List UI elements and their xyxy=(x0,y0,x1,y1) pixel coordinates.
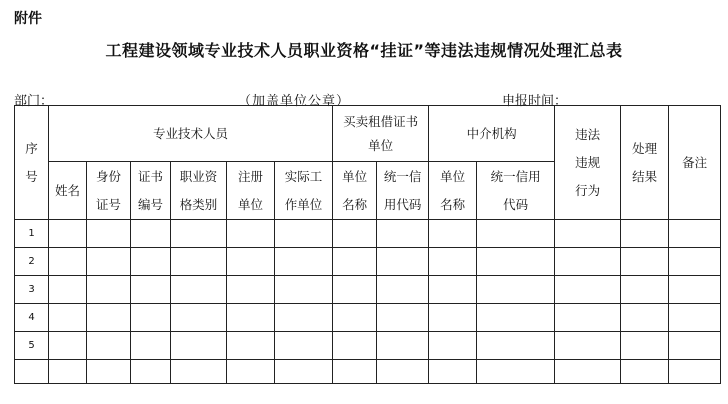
table-cell xyxy=(377,220,429,248)
header-seq-line-2: 号 xyxy=(25,168,38,184)
table-cell xyxy=(377,332,429,360)
table-cell xyxy=(87,360,131,384)
table-cell xyxy=(131,360,171,384)
table-cell xyxy=(227,276,275,304)
seal-note: （加盖单位公章） xyxy=(238,94,351,109)
row-number xyxy=(15,360,49,384)
table-cell xyxy=(275,248,333,276)
header-reg-line-2: 单位 xyxy=(237,196,263,212)
table-cell xyxy=(477,220,555,248)
header-qual xyxy=(171,162,227,220)
header-work-line-2: 作单位 xyxy=(284,196,323,212)
table-cell xyxy=(333,276,377,304)
summary-table xyxy=(14,105,721,384)
table-cell xyxy=(275,276,333,304)
table-cell xyxy=(555,276,621,304)
table-cell xyxy=(377,276,429,304)
table-row xyxy=(15,332,721,360)
table-row xyxy=(15,276,721,304)
header-personnel-group: 专业技术人员 xyxy=(49,106,333,162)
header-buyer-line-1: 买卖租借证书 xyxy=(343,113,419,129)
header-id xyxy=(87,162,131,220)
header-violation xyxy=(555,106,621,220)
table-cell xyxy=(171,276,227,304)
table-cell xyxy=(171,220,227,248)
header-violation-line-1: 违法 xyxy=(575,126,601,142)
table-cell xyxy=(49,304,87,332)
table-cell xyxy=(87,304,131,332)
table-cell xyxy=(49,276,87,304)
row-number: 2 xyxy=(15,248,49,276)
table-cell xyxy=(377,360,429,384)
table-cell xyxy=(429,276,477,304)
table-cell xyxy=(477,360,555,384)
header-agency-code-line-1: 统一信用 xyxy=(490,168,541,184)
table-cell xyxy=(131,332,171,360)
row-number: 5 xyxy=(15,332,49,360)
table-cell xyxy=(227,332,275,360)
header-violation-line-3: 行为 xyxy=(575,182,601,198)
header-name: 姓名 xyxy=(49,162,87,220)
table-cell xyxy=(555,304,621,332)
table-cell xyxy=(477,304,555,332)
table-cell xyxy=(131,304,171,332)
table-cell xyxy=(669,220,721,248)
table-cell xyxy=(621,332,669,360)
header-buyer-code xyxy=(377,162,429,220)
table-cell xyxy=(171,304,227,332)
header-buyer-group xyxy=(333,106,429,162)
header-id-line-1: 身份 xyxy=(95,168,121,184)
table-cell xyxy=(621,360,669,384)
table-cell xyxy=(669,276,721,304)
row-number: 1 xyxy=(15,220,49,248)
header-seq xyxy=(15,106,49,220)
table-row xyxy=(15,248,721,276)
table-cell xyxy=(429,332,477,360)
header-buyer-line-2: 单位 xyxy=(368,137,394,153)
header-agency-code-line-2: 代码 xyxy=(503,196,529,212)
table-cell xyxy=(171,332,227,360)
table-cell xyxy=(555,332,621,360)
report-time-label: 申报时间： xyxy=(502,94,568,109)
table-cell xyxy=(669,360,721,384)
header-agency-name-line-2: 名称 xyxy=(440,196,466,212)
header-work-line-1: 实际工 xyxy=(284,168,323,184)
table-cell xyxy=(49,220,87,248)
header-seq-line-1: 序 xyxy=(25,140,38,156)
header-agency-name xyxy=(429,162,477,220)
table-cell xyxy=(333,304,377,332)
table-cell xyxy=(227,220,275,248)
table-cell xyxy=(429,360,477,384)
table-cell xyxy=(621,248,669,276)
table-cell xyxy=(49,248,87,276)
attachment-label: 附件 xyxy=(14,11,42,27)
table-cell xyxy=(87,220,131,248)
header-agency-name-line-1: 单位 xyxy=(440,168,466,184)
table-cell xyxy=(429,220,477,248)
header-buyer-name-line-2: 名称 xyxy=(342,196,368,212)
header-reg xyxy=(227,162,275,220)
header-row-1 xyxy=(15,106,721,162)
header-cert xyxy=(131,162,171,220)
table-cell xyxy=(275,332,333,360)
table-cell xyxy=(377,304,429,332)
table-cell xyxy=(333,248,377,276)
header-remark: 备注 xyxy=(669,106,721,220)
table-cell xyxy=(227,360,275,384)
header-result-line-2: 结果 xyxy=(632,168,658,184)
header-result xyxy=(621,106,669,220)
header-buyer-name-line-1: 单位 xyxy=(342,168,368,184)
header-agency-group: 中介机构 xyxy=(429,106,555,162)
table-cell xyxy=(669,248,721,276)
table-cell xyxy=(555,220,621,248)
table-cell xyxy=(477,248,555,276)
table-cell xyxy=(333,332,377,360)
table-cell xyxy=(669,332,721,360)
header-violation-line-2: 违规 xyxy=(575,154,601,170)
table-cell xyxy=(275,360,333,384)
table-row xyxy=(15,220,721,248)
document-title: 工程建设领域专业技术人员职业资格“挂证”等违法违规情况处理汇总表 xyxy=(105,41,623,60)
row-number: 4 xyxy=(15,304,49,332)
table-cell xyxy=(377,248,429,276)
header-cert-line-2: 编号 xyxy=(137,196,163,212)
table-row xyxy=(15,304,721,332)
table-cell xyxy=(49,332,87,360)
table-cell xyxy=(621,276,669,304)
table-cell xyxy=(87,248,131,276)
table-cell xyxy=(227,248,275,276)
header-qual-line-2: 格类别 xyxy=(179,196,218,212)
table-cell xyxy=(171,360,227,384)
table-cell xyxy=(555,248,621,276)
header-result-line-1: 处理 xyxy=(632,140,658,156)
table-cell xyxy=(429,248,477,276)
header-buyer-name xyxy=(333,162,377,220)
header-qual-line-1: 职业资 xyxy=(179,168,218,184)
header-reg-line-1: 注册 xyxy=(237,168,263,184)
table-cell xyxy=(131,220,171,248)
row-number: 3 xyxy=(15,276,49,304)
table-cell xyxy=(429,304,477,332)
table-cell xyxy=(275,220,333,248)
department-label: 部门： xyxy=(14,94,54,109)
table-cell xyxy=(669,304,721,332)
table-cell xyxy=(275,304,333,332)
table-cell xyxy=(87,332,131,360)
table-cell xyxy=(477,332,555,360)
header-id-line-2: 证号 xyxy=(95,196,121,212)
table-cell xyxy=(171,248,227,276)
header-buyer-code-line-1: 统一信 xyxy=(383,168,422,184)
table-cell xyxy=(621,220,669,248)
table-cell xyxy=(131,248,171,276)
header-work xyxy=(275,162,333,220)
table-cell xyxy=(333,220,377,248)
table-cell xyxy=(621,304,669,332)
header-cert-line-1: 证书 xyxy=(137,168,163,184)
table-row xyxy=(15,360,721,384)
table-cell xyxy=(555,360,621,384)
table-cell xyxy=(87,276,131,304)
table-cell xyxy=(477,276,555,304)
table-cell xyxy=(131,276,171,304)
table-cell xyxy=(333,360,377,384)
table-cell xyxy=(49,360,87,384)
header-buyer-code-line-2: 用代码 xyxy=(383,196,422,212)
table-cell xyxy=(227,304,275,332)
header-agency-code xyxy=(477,162,555,220)
